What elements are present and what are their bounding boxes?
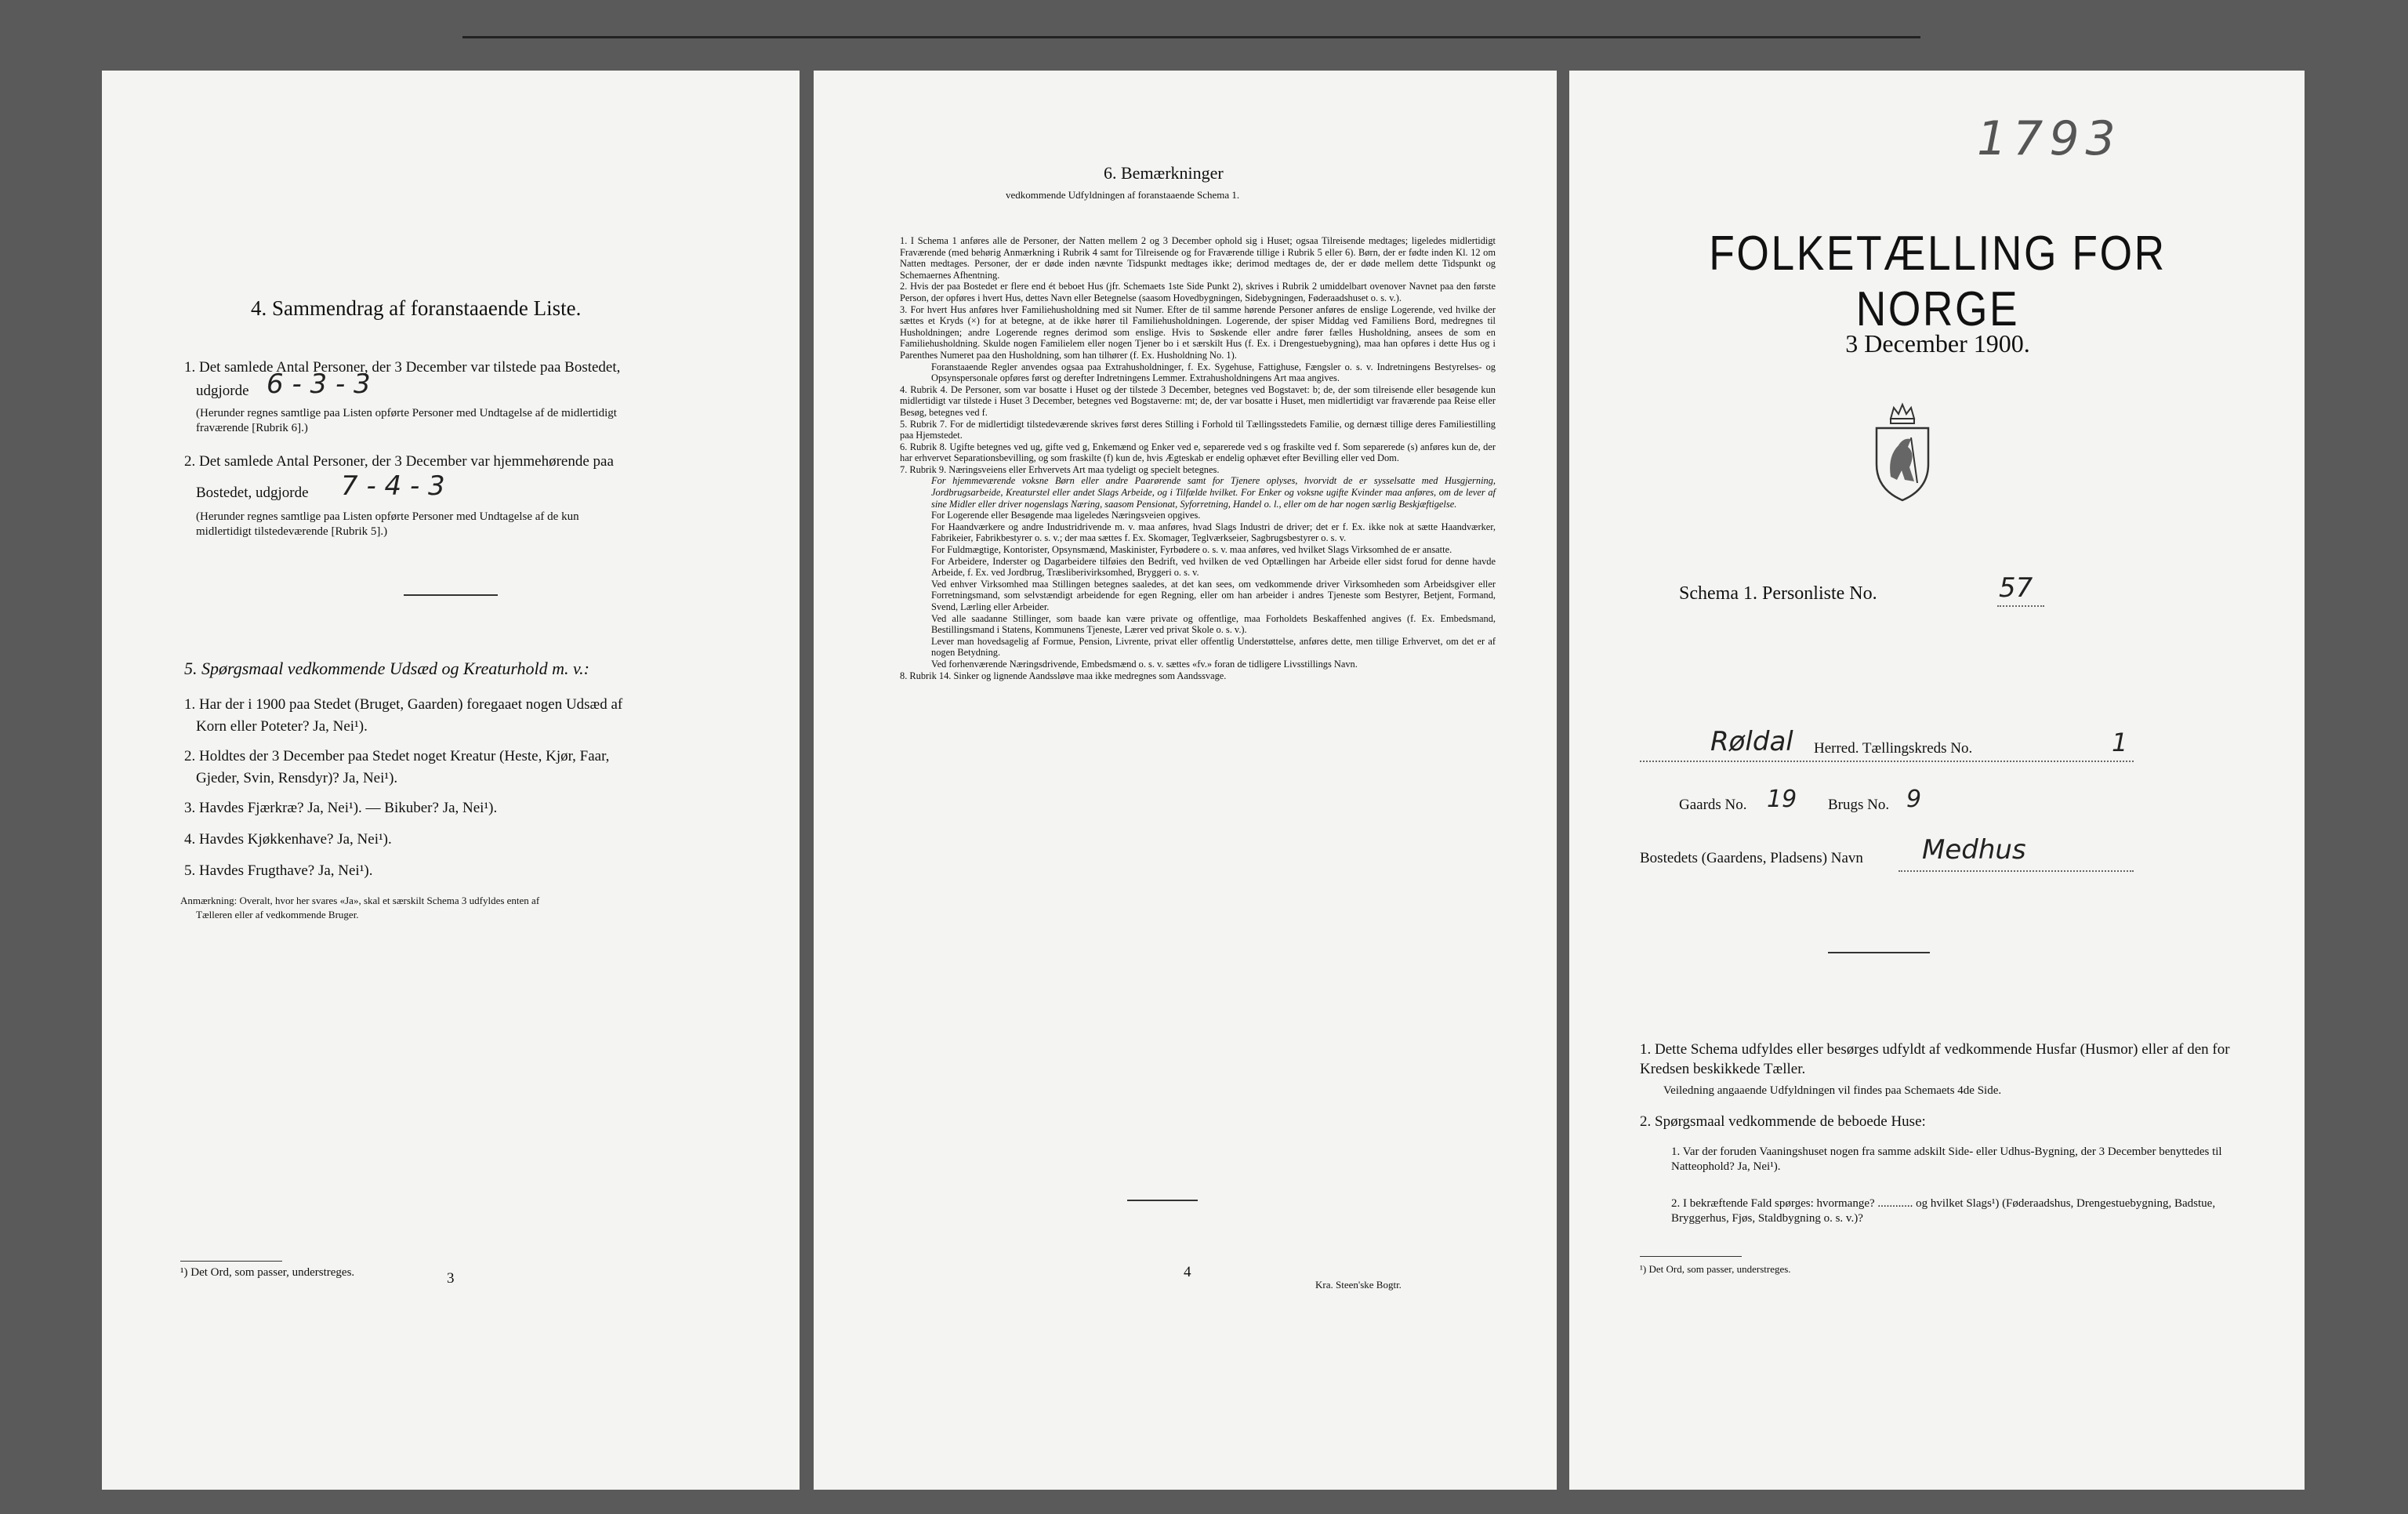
remark-1: 1. I Schema 1 anføres alle de Personer, der Natten mellem 2 og 3 December ophold sig i Huset; ogsaa Tilreisende medtages; ligeledes midlertidigt Fraværende (med behørig Anmærkning i Rubrik 4 samt for Tilreisende og for Fraværende tillige i Rubrik 5 eller 6). Børn, der er fødte inden Kl. 12 om Natten medtages. Personer, der er døde inden nævnte Tidspunkt medtages ikke; derimod medtages de, der er døde mellem dette Tidspunkt og Schemaernes Afhentning. (900, 235, 1496, 281)
q1-text-b: Korn eller Poteter? Ja, Nei¹). (196, 718, 368, 735)
bosted-dotline (1898, 870, 2134, 872)
remarks-subheading: vedkommende Udfyldningen af foranstaaende Schema 1. (1006, 189, 1240, 201)
q2-text-b: Gjeder, Svin, Rensdyr)? Ja, Nei¹). (196, 770, 398, 786)
herred-dotline (1640, 761, 2134, 762)
bosted-label: Bostedets (Gaardens, Pladsens) Navn (1640, 850, 1863, 866)
page-number-4: 4 (1184, 1264, 1191, 1280)
item2-note-a: (Herunder regnes samtlige paa Listen opførte Personer med Undtagelse af de kun (196, 510, 579, 523)
top-edge-line (462, 36, 1920, 38)
footnote: ¹) Det Ord, som passer, understreges. (180, 1266, 355, 1279)
footnote-rule (1640, 1256, 1742, 1257)
q5-text: 5. Havdes Frugthave? Ja, Nei¹). (184, 862, 373, 879)
page-4 (814, 71, 1557, 1490)
instruction-2: 2. Spørgsmaal vedkommende de beboede Huse: (1640, 1113, 1926, 1130)
item1-text: 1. Det samlede Antal Personer, der 3 December var tilstede paa Bostedet, (184, 359, 621, 376)
page-number-3: 3 (447, 1270, 455, 1287)
remark-7a: For hjemmeværende voksne Børn eller andre Paarørende samt for Tjenere oplyses, hvorvidt de er sysselsatte med Husgjerning, Jordbrugsarbeide, Kreaturstel eller andet Slags Arbeide, og i Tilfælde hvilket. For Enker og voksne ugifte Kvinder maa anføres, om de lever af sine Midler eller driver nogenslags Næring, saasom Pensionat, Syforretning, Handel o. l., eller om de har nogen særlig Beskjæftigelse. (931, 475, 1496, 510)
personliste-number: 57 (1999, 572, 2033, 604)
footnote: ¹) Det Ord, som passer, understreges. (1640, 1263, 1791, 1275)
section-4-heading: 4. Sammendrag af foranstaaende Liste. (251, 296, 582, 320)
herred-name: Røldal (1710, 726, 1793, 757)
document-title: FOLKETÆLLING FOR NORGE (1709, 227, 2167, 336)
personliste-dotline (1997, 605, 2044, 607)
schema-label: Schema 1. Personliste No. (1679, 583, 1877, 604)
instruction-2-2: 2. I bekræftende Fald spørges: hvormange? ............ og hvilket Slags¹) (Føderaadshus, Drengestuebygning, Badstue, Bryggerhus, Fjøs, Staldbygning o. s. v.)? (1671, 1197, 2216, 1225)
remark-7e: For Arbeidere, Inderster og Dagarbeidere tilføies den Bedrift, ved hvilken de ved Optællingen har Arbeide eller sidst forud for denne havde Arbeide, f. Ex. ved Jordbrug, Træsliberivirksomhed, Bryggeri o. s. v. (931, 555, 1496, 579)
remark-7c: For Haandværkere og andre Industridrivende m. v. maa anføres, hvad Slags Industri de driver; det er f. Ex. ikke nok at sætte Haandværker, Fabrikeier, Fabrikbestyrer o. s. v.; der maa sættes f. Ex. Skomager, Teglværkseier, Sagbrugsbestyrer o. s. v. (931, 521, 1496, 544)
remark-7g: Ved alle saadanne Stillinger, som baade kan være private og offentlige, maa Forholdets Beskaffenhed angives (f. Ex. Embedsmand, Bestillingsmand i Statens, Kommunens Tjeneste, Lærer ved privat Skole o. s. v.). (931, 612, 1496, 636)
remark-2: 2. Hvis der paa Bostedet er flere end ét beboet Hus (jfr. Schemaets 1ste Side Punkt 2), skrives i Rubrik 2 umiddelbart ovenover Navnet paa den første Person, der opføres i hvert Hus, dettes Navn eller Betegnelse (saasom Hovedbygningen, Sidebygningen, Føderaadshuset o. s. v.). (900, 281, 1496, 303)
q1-text-a: 1. Har der i 1900 paa Stedet (Bruget, Gaarden) foregaaet nogen Udsæd af (184, 696, 623, 713)
instruction-1-note: Veiledning angaaende Udfyldningen vil findes paa Schemaets 4de Side. (1663, 1084, 2002, 1097)
instruction-2-1: 1. Var der foruden Vaaningshuset nogen fra samme adskilt Side- eller Udhus-Bygning, der 3 December benyttedes til Natteophold? Ja, Nei¹). (1671, 1145, 2222, 1173)
gaards-number: 19 (1767, 786, 1797, 813)
remarks-list (900, 235, 1496, 681)
bosted-name: Medhus (1922, 834, 2026, 866)
q2-text-a: 2. Holdtes der 3 December paa Stedet noget Kreatur (Heste, Kjør, Faar, (184, 748, 610, 764)
remark-3: 3. For hvert Hus anføres hver Familiehusholdning med sit Numer. Efter de til samme hørende Personer anføres de enslige Logerende, ved hvilke der sættes et Kryds (×) for at betegne, at de ikke hører til Familiehusholdningen. Logerende, der spiser Middag ved Familiens Bord, medregnes til Husholdningen; andre Logerende regnes derimod som enslige. Hvis to Søskende eller andre fører fælles Husholdning, ansees de som en Familiehusholdning. Skulde nogen Familielem eller nogen Tjener bo i et særskilt Hus (f. Ex. i Drengestuebygning), maa han opføres i dette Hus og i Parenthes Numeret paa den Husholdning, som han tilhører (f. Ex. Husholdning No. 1). (900, 303, 1496, 361)
remark-7: 7. Rubrik 9. Næringsveiens eller Erhvervets Art maa tydeligt og specielt betegnes. (900, 463, 1220, 475)
item2-handwriting: 7 - 4 - 3 (341, 470, 445, 502)
page-3 (102, 71, 800, 1490)
separator (1828, 952, 1930, 953)
remark-5: 5. Rubrik 7. For de midlertidigt tilstedeværende skrives først deres Stilling i Forhold til Tællingsstedets Familie, og dernæst tillige deres Familiestilling paa Hjemstedet. (900, 418, 1496, 441)
item2-text: 2. Det samlede Antal Personer, der 3 December var hjemmehørende paa (184, 453, 614, 470)
gaards-label: Gaards No. (1679, 797, 1747, 813)
instruction-1: 1. Dette Schema udfyldes eller besørges udfyldt af vedkommende Husfar (Husmor) eller af den for Kredsen beskikkede Tæller. (1640, 1041, 2230, 1077)
remark-4: 4. Rubrik 4. De Personer, som var bosatte i Huset og der tilstede 3 December, betegnes ved Bogstavet: b; de, der som tilreisende eller besøgende kun midlertidigt var tilstede i Huset 3 December, betegnes ved Bogstaverne: mt; de, der var bosatte i Huset, men midlertidigt var fraværende paa Reise eller Besøg, betegnes ved f. (900, 383, 1496, 418)
herred-label: Herred. Tællingskreds No. (1814, 740, 1973, 757)
remark-3b: Foranstaaende Regler anvendes ogsaa paa Extrahusholdninger, f. Ex. Sygehuse, Fattighuse, Fængsler o. s. v. Indretningens Bestyrelses- og Opsynspersonale opføres først og derefter Indretningens Lemmer. Extrahusholdningens Art maa angives. (931, 361, 1496, 384)
census-date: 3 December 1900. (1845, 329, 2030, 358)
anmaerkning-b: Tælleren eller af vedkommende Bruger. (196, 909, 359, 920)
remark-7i: Ved forhenværende Næringsdrivende, Embedsmænd o. s. v. sættes «fv.» foran de tidligere Livsstillings Navn. (931, 658, 1358, 670)
item1-note-b: fraværende [Rubrik 6].) (196, 422, 308, 434)
brugs-number: 9 (1906, 786, 1922, 813)
printer-mark: Kra. Steen'ske Bogtr. (1315, 1279, 1402, 1291)
q3-text: 3. Havdes Fjærkræ? Ja, Nei¹). — Bikuber? Ja, Nei¹). (184, 800, 498, 816)
item1-note-a: (Herunder regnes samtlige paa Listen opførte Personer med Undtagelse af de midlertidigt (196, 407, 617, 419)
item2-note-b: midlertidigt tilstedeværende [Rubrik 5].) (196, 525, 388, 538)
remark-7f: Ved enhver Virksomhed maa Stillingen betegnes saaledes, at det kan sees, om vedkommende driver Virksomheden som Arbeidsgiver eller Forretningsmand, som selvstændigt arbeidende for egen Regning, eller om han arbeider i andres Tjeneste som Bestyrer, Betjent, Formand, Svend, Lærling eller Arbeider. (931, 578, 1496, 612)
separator (1127, 1200, 1198, 1201)
remark-6: 6. Rubrik 8. Ugifte betegnes ved ug, gifte ved g, Enkemænd og Enker ved e, separerede ved s og fraskilte ved f. Som separerede (s) anføres kun de, der har erhvervet Separationsbevilling, og som fraskilte (f) kun de, hvis Ægteskab er endelig ophævet efter Bevilling eller ved Dom. (900, 441, 1496, 464)
archive-number-handwritten: 1793 (1977, 111, 2122, 166)
remark-8: 8. Rubrik 14. Sinker og lignende Aandssløve maa ikke medregnes som Aandssvage. (900, 670, 1227, 681)
q4-text: 4. Havdes Kjøkkenhave? Ja, Nei¹). (184, 831, 392, 848)
anmaerkning-a: Anmærkning: Overalt, hvor her svares «Ja», skal et særskilt Schema 3 udfyldes enten af (180, 895, 540, 906)
remark-7h: Lever man hovedsagelig af Formue, Pension, Livrente, privat eller offentlig Understøttelse, anføres dette, men tillige Erhvervet, om det er af nogen Betydning. (931, 635, 1496, 659)
section-5-heading: 5. Spørgsmaal vedkommende Udsæd og Kreaturhold m. v.: (184, 659, 589, 678)
brugs-label: Brugs No. (1828, 797, 1890, 813)
remark-7d: For Fuldmægtige, Kontorister, Opsynsmænd, Maskinister, Fyrbødere o. s. v. maa anføres, ved hvilket Slags Virksomhed de er ansatte. (931, 544, 1452, 556)
footnote-rule (180, 1261, 282, 1262)
separator (404, 594, 498, 596)
remarks-heading: 6. Bemærkninger (1104, 163, 1224, 183)
coat-of-arms-icon (1867, 401, 1938, 503)
item1-handwriting: 6 - 3 - 3 (267, 369, 371, 400)
remark-7b: For Logerende eller Besøgende maa ligeledes Næringsveien opgives. (931, 510, 1201, 521)
item2-bostedet: Bostedet, udgjorde (196, 485, 309, 501)
item1-udgjorde: udgjorde (196, 383, 249, 399)
kreds-number: 1 (2112, 728, 2128, 757)
page-1 (1569, 71, 2305, 1490)
